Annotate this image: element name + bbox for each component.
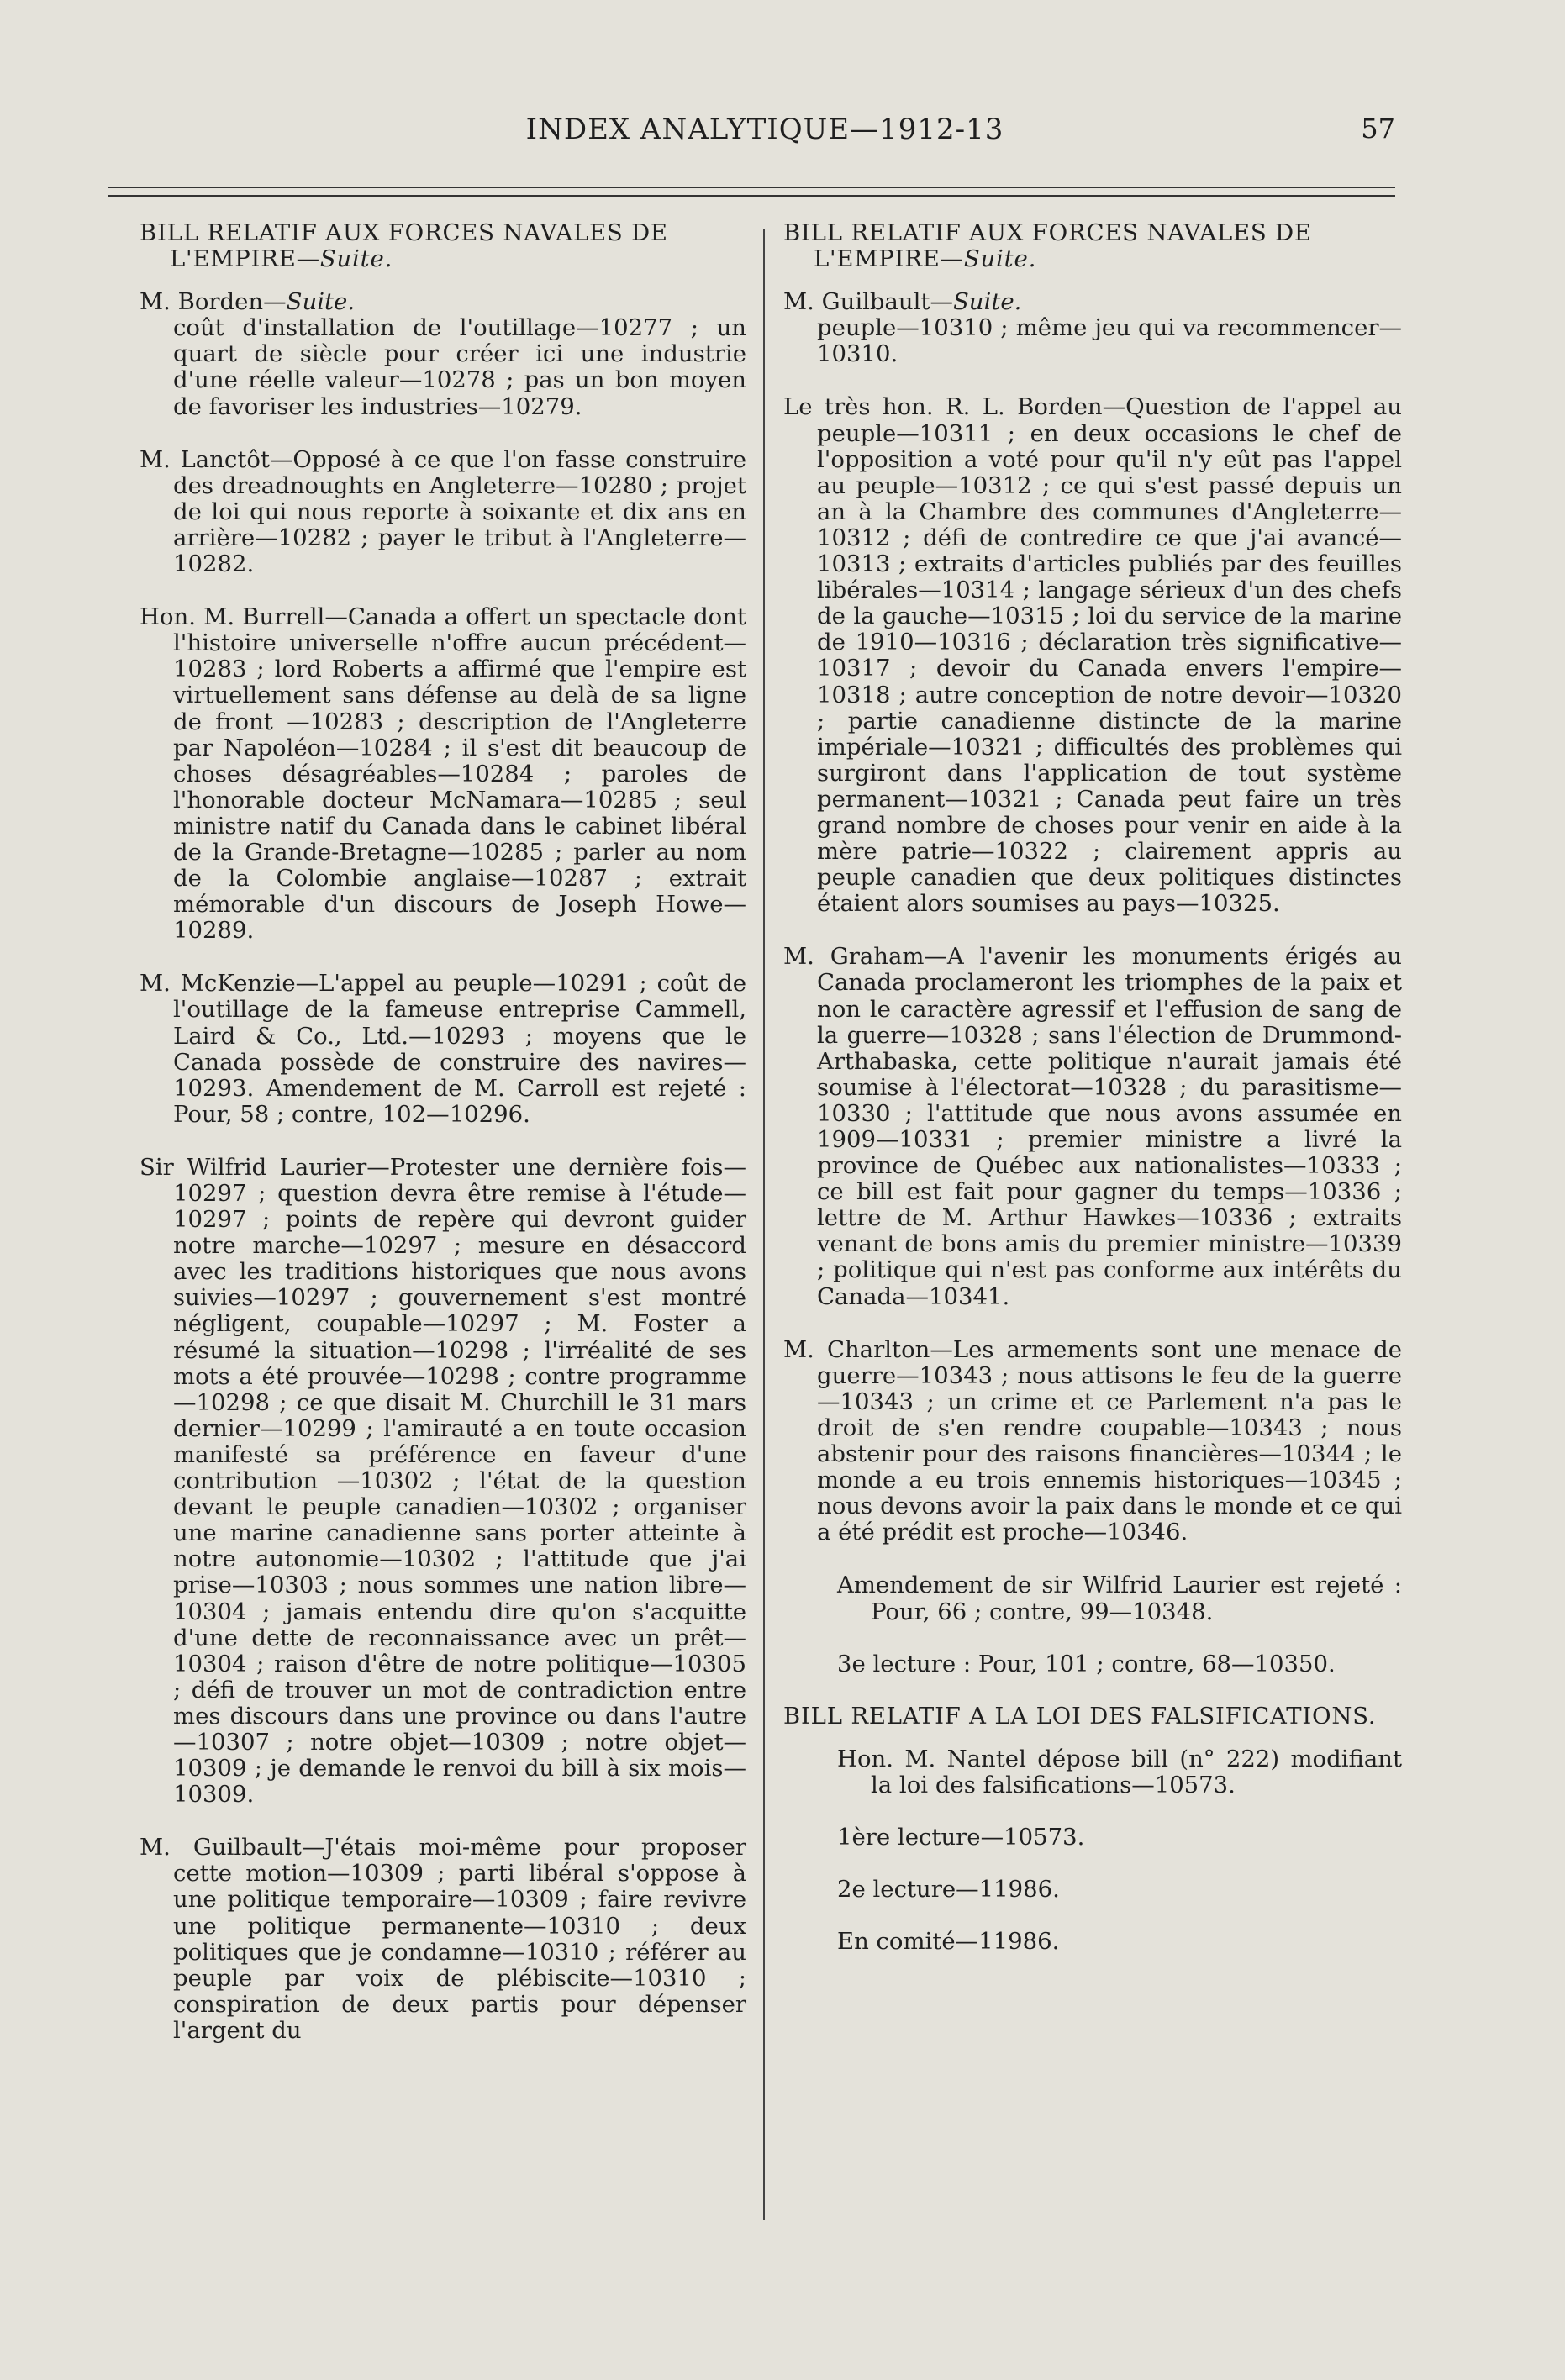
bill-heading: BILL RELATIF AUX FORCES NAVALES DE L'EMPIRE—Suite. [783, 219, 1312, 273]
index-entry: Le très hon. R. L. Borden—Question de l'appel au peuple—10311 ; en deux occasions le chef de l'opposition a voté pour qu'il n'y eût pas l'appel au peuple—10312 ; ce qui s'est passé depuis un an à la Chambre des communes d'Angleterre—10312 ; défi de contredire ce que j'ai avancé—10313 ; extraits d'articles publiés par des feuilles libérales—10314 ; langage sérieux d'un des chefs de la gauche—10315 ; loi du service de la marine de 1910—10316 ; déclaration très significative—10317 ; devoir du Canada envers l'empire—10318 ; autre conception de notre devoir—10320 ; partie canadienne distincte de la marine impériale—10321 ; difficultés des problèmes qui surgiront dans l'application de tout système permanent—10321 ; Canada peut faire un très grand nombre de choses pour venir en aide à la mère patrie—10322 ; clairement appris au peuple canadien que deux politiques distinctes étaient alors soumises au pays—10325. [783, 393, 1402, 918]
index-entry: M. Borden—Suite. coût d'installation de l'outillage—10277 ; un quart de siècle pour créer ici une industrie d'une réelle valeur—10278 ; pas un bon moyen de favoriser les industries—10279. [140, 288, 746, 420]
bill-heading: BILL RELATIF AUX FORCES NAVALES DE L'EMPIRE—Suite. [140, 219, 668, 273]
first-reading: 1ère lecture—10573. [837, 1823, 1085, 1851]
header-rule-thick [108, 195, 1395, 197]
committee-stage: En comité—11986. [837, 1928, 1060, 1956]
column-divider [763, 229, 765, 2220]
index-entry: M. Charlton—Les armements sont une menace de guerre—10343 ; nous attisons le feu de la guerre—10343 ; un crime et ce Parlement n'a pas le droit de s'en rendre coupable—10343 ; nous abstenir pour des raisons financières—10344 ; le monde a eu trois ennemis historiques—10345 ; nous devons avoir la paix dans le monde et ce qui a été prédit est proche—10346. [783, 1335, 1402, 1546]
index-entry: M. Guilbault—Suite. peuple—10310 ; même jeu qui va recommencer—10310. [783, 288, 1402, 368]
third-reading: 3e lecture : Pour, 101 ; contre, 68—10350. [837, 1650, 1336, 1677]
index-entry: Hon. M. Nantel dépose bill (n° 222) modifiant la loi des falsifications—10573. [837, 1745, 1402, 1798]
index-entry: M. McKenzie—L'appel au peuple—10291 ; coût de l'outillage de la fameuse entreprise Cammell, Laird & Co., Ltd.—10293 ; moyens que le Canada possède de construire des navires—10293. Amendement de M. Carroll est rejeté : Pour, 58 ; contre, 102—10296. [140, 970, 746, 1128]
left-column [140, 220, 746, 2071]
index-entry: M. Lanctôt—Opposé à ce que l'on fasse construire des dreadnoughts en Angleterre—10280 ; projet de loi qui nous reporte à soixante et dix ans en arrière—10282 ; payer le tribut à l'Angleterre—10282. [140, 445, 746, 578]
page-number: 57 [1361, 113, 1395, 145]
bill-heading: BILL RELATIF A LA LOI DES FALSIFICATIONS. [783, 1702, 1377, 1730]
second-reading: 2e lecture—11986. [837, 1876, 1060, 1903]
amendment-result: Amendement de sir Wilfrid Laurier est rejeté : Pour, 66 ; contre, 99—10348. [837, 1572, 1402, 1625]
index-entry: Hon. M. Burrell—Canada a offert un spectacle dont l'histoire universelle n'offre aucun précédent—10283 ; lord Roberts a affirmé que l'empire est virtuellement sans défense au delà de sa ligne de front —10283 ; description de l'Angleterre par Napoléon—10284 ; il s'est dit beaucoup de choses désagréables—10284 ; paroles de l'honorable docteur McNamara—10285 ; seul ministre natif du Canada dans le cabinet libéral de la Grande-Bretagne—10285 ; parler au nom de la Colombie anglaise—10287 ; extrait mémorable d'un discours de Joseph Howe—10289. [140, 603, 746, 945]
index-entry: M. Guilbault—J'étais moi-même pour proposer cette motion—10309 ; parti libéral s'oppose à une politique temporaire—10309 ; faire revivre une politique permanente—10310 ; deux politiques que je condamne—10310 ; référer au peuple par voix de plébiscite—10310 ; conspiration de deux partis pour dépenser l'argent du [140, 1834, 746, 2044]
right-column [783, 220, 1402, 1981]
index-entry: M. Graham—A l'avenir les monuments érigés au Canada proclameront les triomphes de la paix et non le caractère agressif et l'effusion de sang de la guerre—10328 ; sans l'élection de Drummond-Arthabaska, cette politique n'aurait jamais été soumise à l'électorat—10328 ; du parasitisme—10330 ; l'attitude que nous avons assumée en 1909—10331 ; premier ministre a livré la province de Québec aux nationalistes—10333 ; ce bill est fait pour gagner du temps—10336 ; lettre de M. Arthur Hawkes—10336 ; extraits venant de bons amis du premier ministre—10339 ; politique qui n'est pas conforme aux intérêts du Canada—10341. [783, 943, 1402, 1310]
running-header: INDEX ANALYTIQUE—1912-13 [525, 113, 1004, 146]
index-entry: Sir Wilfrid Laurier—Protester une dernière fois—10297 ; question devra être remise à l'étude—10297 ; points de repère qui devront guider notre marche—10297 ; mesure en désaccord avec les traditions historiques que nous avons suivies—10297 ; gouvernement s'est montré négligent, coupable—10297 ; M. Foster a résumé la situation—10298 ; l'irréalité de ses mots a été prouvée—10298 ; contre programme—10298 ; ce que disait M. Churchill le 31 mars dernier—10299 ; l'amirauté a en toute occasion manifesté sa préférence en faveur d'une contribution —10302 ; l'état de la question devant le peuple canadien—10302 ; organiser une marine canadienne sans porter atteinte à notre autonomie—10302 ; l'attitude que j'ai prise—10303 ; nous sommes une nation libre—10304 ; jamais entendu dire qu'on s'acquitte d'une dette de reconnaissance avec un prêt—10304 ; raison d'être de notre politique—10305 ; défi de trouver un mot de contradiction entre mes discours dans une province ou dans l'autre—10307 ; notre objet—10309 ; notre objet—10309 ; je demande le renvoi du bill à six mois—10309. [140, 1153, 746, 1809]
header-rule-thin [108, 187, 1395, 188]
